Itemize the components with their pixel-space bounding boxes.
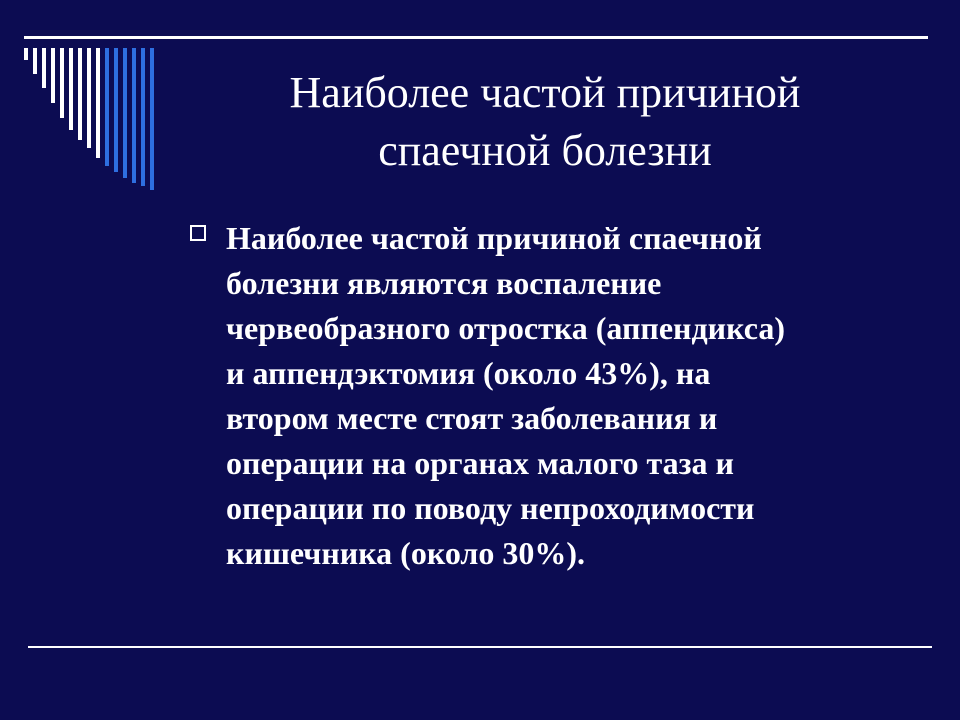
stripe — [96, 48, 100, 158]
bullet-line: кишечника (около 30%). — [226, 535, 586, 571]
stripe — [105, 48, 109, 166]
title-line: Наиболее частой причиной — [289, 68, 801, 117]
stripe — [51, 48, 55, 103]
bullet-line: операции по поводу непроходимости — [226, 490, 755, 526]
stripe — [69, 48, 73, 130]
stripe — [141, 48, 145, 186]
slide-title — [170, 64, 920, 180]
bullet-text — [226, 216, 910, 576]
stripe — [33, 48, 37, 74]
stripe — [114, 48, 118, 172]
stripe — [42, 48, 46, 88]
bottom-rule — [28, 646, 932, 648]
bullet-line: болезни являются воспаление — [226, 265, 662, 301]
title-line: спаечной болезни — [378, 126, 712, 175]
stripe — [132, 48, 136, 183]
bullet-line: операции на органах малого таза и — [226, 445, 734, 481]
stripe — [78, 48, 82, 140]
slide-content — [190, 216, 910, 576]
square-bullet-icon — [190, 225, 206, 241]
stripe — [24, 48, 28, 60]
stripe — [123, 48, 127, 178]
bullet-line: и аппендэктомия (около 43%), на — [226, 355, 711, 391]
bullet-item — [190, 216, 910, 576]
stripe — [150, 48, 154, 190]
bullet-line: червеобразного отростка (аппендикса) — [226, 310, 785, 346]
stripe — [60, 48, 64, 118]
bullet-line: втором месте стоят заболевания и — [226, 400, 718, 436]
stripe — [87, 48, 91, 148]
decorative-stripes — [0, 0, 170, 200]
bullet-line: Наиболее частой причиной спаечной — [226, 220, 762, 256]
